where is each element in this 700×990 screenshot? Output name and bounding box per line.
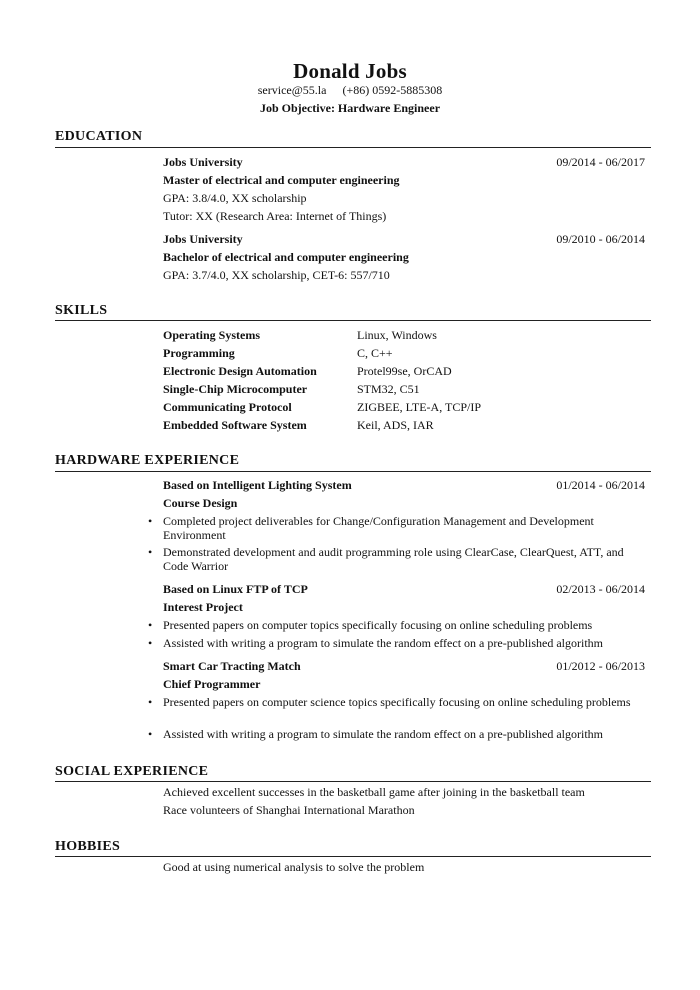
- education-detail: GPA: 3.8/4.0, XX scholarship: [163, 191, 307, 205]
- social-divider: [55, 781, 651, 782]
- project-date: 01/2012 - 06/2013: [556, 659, 645, 673]
- project-bullet: Demonstrated development and audit programming role using ClearCase, ClearQuest, ATT, and Code Warrior: [163, 545, 624, 573]
- skill-value: ZIGBEE, LTE-A, TCP/IP: [357, 400, 482, 414]
- skill-value: Linux, Windows: [357, 328, 437, 342]
- bullet-mark: •: [148, 636, 153, 650]
- education-school: Jobs University: [163, 232, 243, 246]
- social-heading: SOCIAL EXPERIENCE: [55, 764, 209, 779]
- skill-value: C, C++: [357, 346, 393, 360]
- bullet-mark: •: [148, 545, 153, 559]
- education-degree: Master of electrical and computer engineering: [163, 173, 400, 187]
- contact-line: [0, 83, 700, 98]
- project-title: Based on Linux FTP of TCP: [163, 582, 308, 596]
- bullet-mark: •: [148, 618, 153, 632]
- project-role: Chief Programmer: [163, 677, 261, 691]
- bullet-mark: •: [148, 695, 153, 709]
- bullet-mark: •: [148, 727, 153, 741]
- project-bullet: Assisted with writing a program to simulate the random effect on a pre-published algorithm: [163, 727, 604, 741]
- education-detail: GPA: 3.7/4.0, XX scholarship, CET-6: 557/710: [163, 268, 390, 282]
- skill-name: Communicating Protocol: [163, 400, 292, 414]
- project-title: Smart Car Tracting Match: [163, 659, 301, 673]
- skills-divider: [55, 320, 651, 321]
- project-bullet: Assisted with writing a program to simulate the random effect on a pre-published algorithm: [163, 636, 604, 650]
- education-date: 09/2010 - 06/2014: [556, 232, 645, 246]
- skills-heading: SKILLS: [55, 303, 108, 318]
- skill-name: Single-Chip Microcomputer: [163, 382, 308, 396]
- hobby-item: Good at using numerical analysis to solve the problem: [163, 860, 425, 874]
- skill-name: Programming: [163, 346, 235, 360]
- project-bullet: Presented papers on computer topics specifically focusing on online scheduling problems: [163, 618, 593, 632]
- email-text: service@55.la: [257, 83, 327, 97]
- education-divider: [55, 147, 651, 148]
- skill-name: Electronic Design Automation: [163, 364, 317, 378]
- job-objective: Job Objective: Hardware Engineer: [259, 101, 441, 115]
- education-date: 09/2014 - 06/2017: [556, 155, 645, 169]
- social-item: Race volunteers of Shanghai International Marathon: [163, 803, 415, 817]
- skill-value: STM32, C51: [357, 382, 420, 396]
- project-bullet: Presented papers on computer science topics specifically focusing on online scheduling problems: [163, 695, 631, 709]
- education-degree: Bachelor of electrical and computer engineering: [163, 250, 409, 264]
- hobbies-divider: [55, 856, 651, 857]
- project-role: Course Design: [163, 496, 238, 510]
- skill-value: Protel99se, OrCAD: [357, 364, 452, 378]
- project-date: 01/2014 - 06/2014: [556, 478, 645, 492]
- resume-name: Donald Jobs: [293, 59, 407, 83]
- hardware-heading: HARDWARE EXPERIENCE: [55, 453, 240, 468]
- hobbies-heading: HOBBIES: [55, 839, 121, 854]
- hardware-divider: [55, 471, 651, 472]
- skill-name: Operating Systems: [163, 328, 260, 342]
- project-bullet: Completed project deliverables for Change/Configuration Management and Development Environment: [163, 514, 594, 542]
- project-title: Based on Intelligent Lighting System: [163, 478, 352, 492]
- project-date: 02/2013 - 06/2014: [556, 582, 645, 596]
- bullet-mark: •: [148, 514, 153, 528]
- education-detail: Tutor: XX (Research Area: Internet of Things): [163, 209, 387, 223]
- education-heading: EDUCATION: [55, 129, 143, 144]
- social-item: Achieved excellent successes in the basketball game after joining in the basketball team: [163, 785, 585, 799]
- project-role: Interest Project: [163, 600, 243, 614]
- phone-text: (+86) 0592-5885308: [342, 83, 443, 97]
- skill-value: Keil, ADS, IAR: [357, 418, 434, 432]
- education-school: Jobs University: [163, 155, 243, 169]
- skill-name: Embedded Software System: [163, 418, 307, 432]
